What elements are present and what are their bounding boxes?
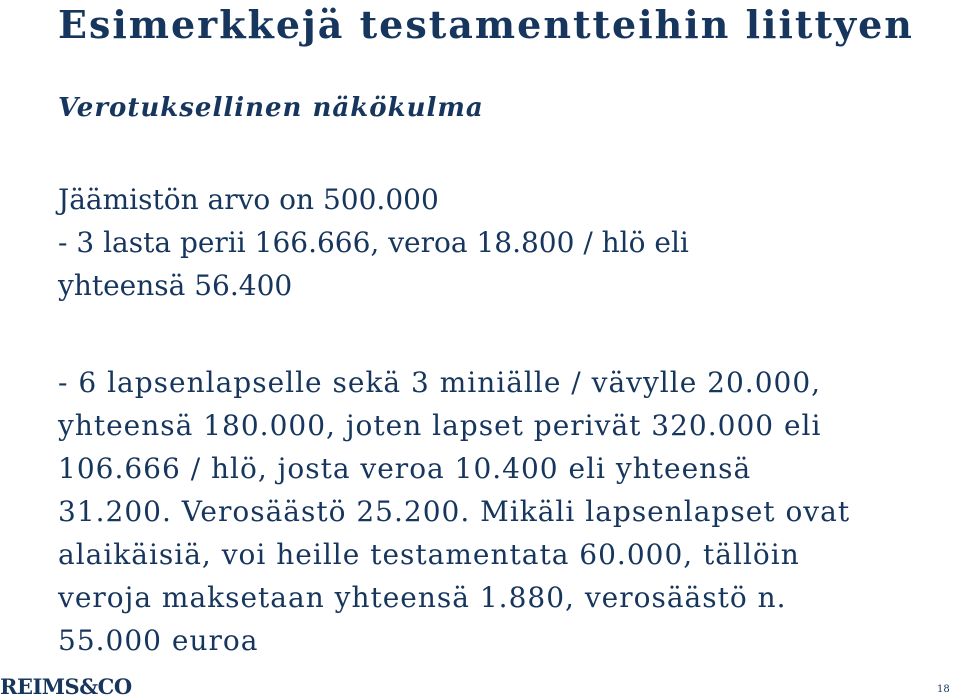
paragraph-inheritance-grandchildren <box>58 361 918 662</box>
paragraph-line: - 3 lasta perii 166.666, veroa 18.800 / hlö eli <box>58 226 689 259</box>
company-logo: REIMS&CO <box>0 674 132 699</box>
paragraph-line: yhteensä 180.000, joten lapset perivät 320.000 eli <box>58 409 822 442</box>
paragraph-line: alaikäisiä, voi heille testamentata 60.000, tällöin <box>58 538 800 571</box>
paragraph-inheritance-children <box>58 178 818 307</box>
slide-title: Esimerkkejä testamentteihin liittyen <box>58 2 914 47</box>
paragraph-line: Jäämistön arvo on 500.000 <box>58 183 439 216</box>
slide-subtitle: Verotuksellinen näkökulma <box>58 93 484 123</box>
paragraph-line: 55.000 euroa <box>58 624 259 657</box>
paragraph-line: veroja maksetaan yhteensä 1.880, verosäästö n. <box>58 581 787 614</box>
paragraph-line: 106.666 / hlö, josta veroa 10.400 eli yhteensä <box>58 452 752 485</box>
paragraph-line: - 6 lapsenlapselle sekä 3 miniälle / vävylle 20.000, <box>58 366 822 399</box>
paragraph-line: yhteensä 56.400 <box>58 269 293 302</box>
page-number: 18 <box>937 684 950 695</box>
paragraph-line: 31.200. Verosäästö 25.200. Mikäli lapsenlapset ovat <box>58 495 851 528</box>
